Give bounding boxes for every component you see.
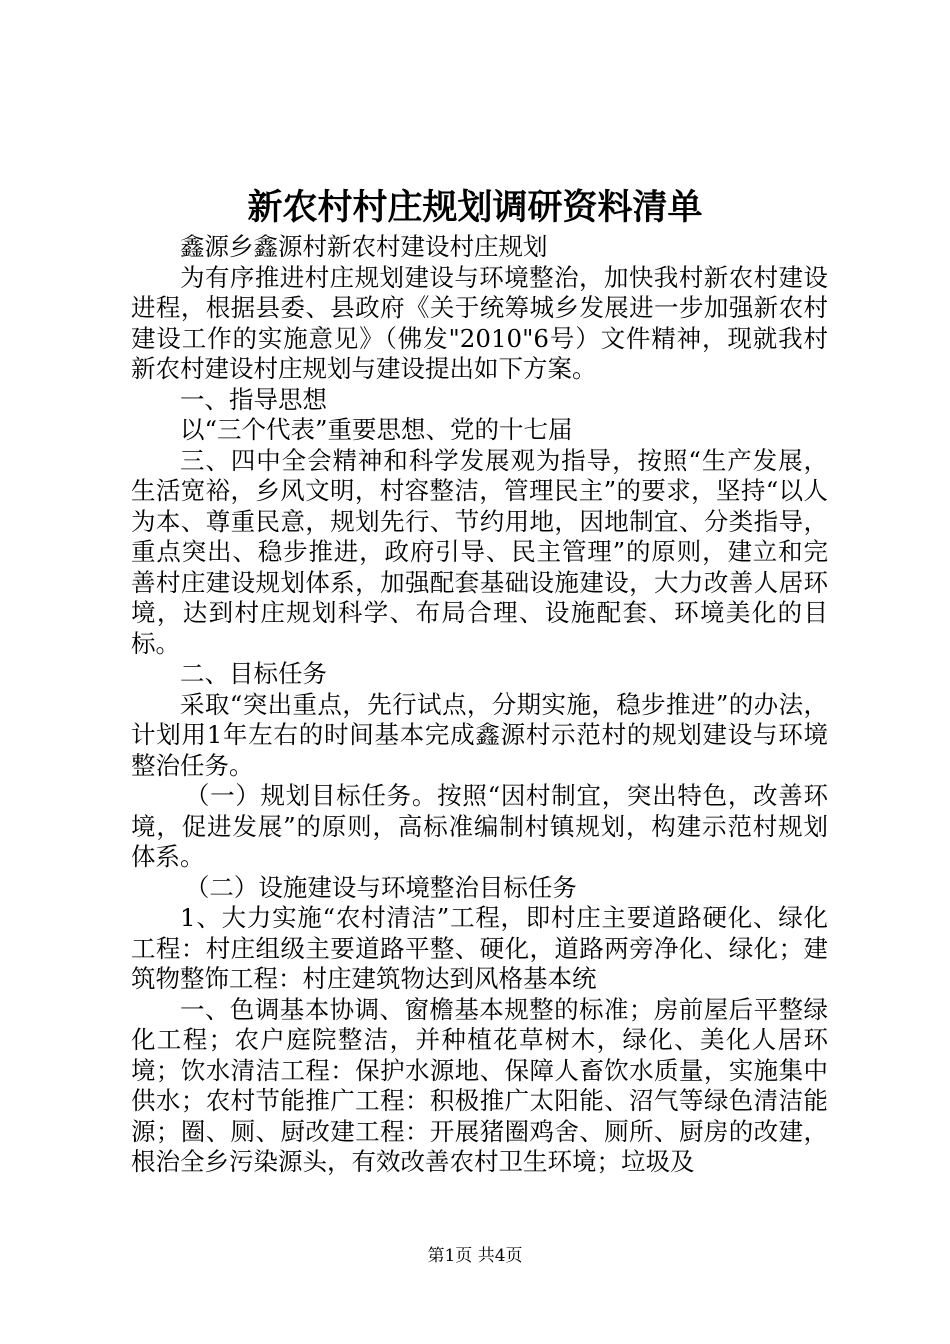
paragraph-subtitle: 鑫源乡鑫源村新农村建设村庄规划 bbox=[180, 232, 548, 261]
document-title: 新农村村庄规划调研资料清单 bbox=[247, 187, 703, 228]
heading-facility-goals: （二）设施建设与环境整治目标任务 bbox=[184, 872, 577, 902]
paragraph-ideology-body: 三、四中全会精神和科学发展观为指导，按照“生产发展，生活宽裕，乡风文明，村容整洁，管理民主”的要求，坚持“以人为本、尊重民意，规划先行、节约用地，因地制宜、分类指导，重点突出、稳步推进，政府引导、民主管理”的原则，建立和完善村庄建设规划体系，加强配套基础设施建设，大力改善人居环境，达到村庄规划科学、布局合理、设施配套、环境美化的目标。 bbox=[131, 445, 828, 658]
paragraph-clean-project: 1、大力实施“农村清洁”工程，即村庄主要道路硬化、绿化工程：村庄组级主要道路平整、硬化，道路两旁净化、绿化；建筑物整饰工程：村庄建筑物达到风格基本统 bbox=[131, 903, 828, 993]
paragraph-ideology-line: 以“三个代表”重要思想、党的十七届 bbox=[180, 415, 573, 444]
paragraph-clean-details: 一、色调基本协调、窗檐基本规整的标准；房前屋后平整绿化工程；农户庭院整洁，并种植花草树木，绿化、美化人居环境；饮水清洁工程：保护水源地、保障人畜饮水质量，实施集中供水；农村节能推广工程：积极推广太阳能、沼气等绿色清洁能源；圈、厕、厨改建工程：开展猪圈鸡舍、厕所、厨房的改建，根治全乡污染源头，有效改善农村卫生环境；垃圾及 bbox=[131, 994, 828, 1176]
document-body bbox=[131, 232, 828, 1178]
heading-goals-tasks: 二、目标任务 bbox=[180, 659, 327, 688]
paragraph-planning-goals: （一）规划目标任务。按照“因村制宜，突出特色，改善环境，促进发展”的原则，高标准编制村镇规划，构建示范村规划体系。 bbox=[131, 781, 828, 871]
paragraph-intro: 为有序推进村庄规划建设与环境整治，加快我村新农村建设进程，根据县委、县政府《关于统筹城乡发展进一步加强新农村建设工作的实施意见》（佛发"2010"6号）文件精神，现就我村新农村建设村庄规划与建设提出如下方案。 bbox=[131, 262, 828, 383]
heading-guiding-ideology: 一、指导思想 bbox=[180, 384, 327, 414]
paragraph-goals-method: 采取“突出重点，先行试点，分期实施，稳步推进”的办法，计划用1年左右的时间基本完成鑫源村示范村的规划建设与环境整治任务。 bbox=[131, 689, 828, 780]
page-number-footer: 第1页 共4页 bbox=[427, 1246, 523, 1266]
